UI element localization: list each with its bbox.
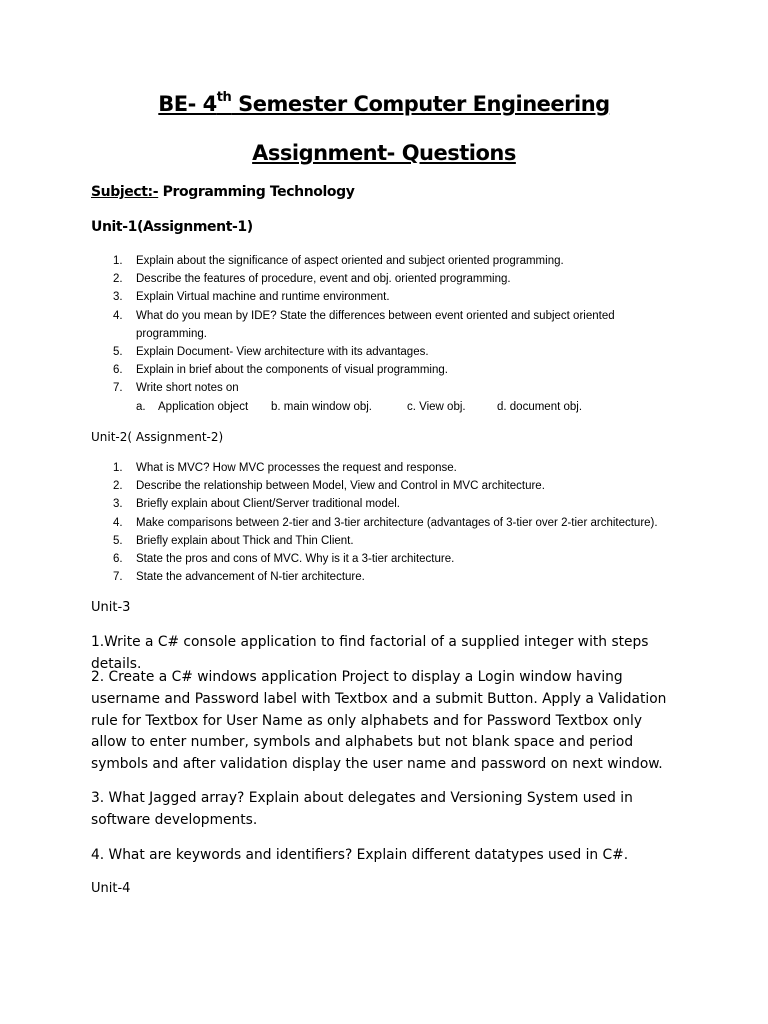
list-item: 1. What is MVC? How MVC processes the request and response. xyxy=(113,462,457,474)
subitem-b: b. main window obj. xyxy=(271,400,372,413)
unit2-question-list xyxy=(91,459,691,586)
subitem-d: d. document obj. xyxy=(497,400,583,413)
unit4-heading: Unit-4 xyxy=(91,881,131,896)
list-item: 4. Make comparisons between 2-tier and 3-tier architecture (advantages of 3-tier over 2-tier architecture). xyxy=(113,516,658,529)
page-subtitle: Assignment- Questions xyxy=(252,141,516,165)
unit1-question-list xyxy=(91,252,671,416)
list-item: 6. State the pros and cons of MVC. Why is it a 3-tier architecture. xyxy=(113,553,455,566)
subject-label: Subject:- xyxy=(91,184,159,200)
unit2-heading: Unit-2( Assignment-2) xyxy=(91,430,224,444)
list-item: 5. Explain Document- View architecture with its advantages. xyxy=(113,346,429,359)
list-item: 4. What do you mean by IDE? State the differences between event oriented and subject oriented programming. xyxy=(113,309,615,340)
list-item: 3. Briefly explain about Client/Server traditional model. xyxy=(113,498,400,511)
list-item: 2. Describe the features of procedure, event and obj. oriented programming. xyxy=(113,273,511,286)
short-notes-subitems xyxy=(91,398,671,416)
title-superscript: th xyxy=(216,90,232,105)
subject-line xyxy=(91,184,354,200)
unit3-question-4: 4. What are keywords and identifiers? Explain different datatypes used in C#. xyxy=(91,847,629,863)
list-item: 5. Briefly explain about Thick and Thin Client. xyxy=(113,534,354,547)
list-item: 6. Explain in brief about the components of visual programming. xyxy=(113,364,448,377)
unit3-heading: Unit-3 xyxy=(91,600,131,615)
subitem-a-label: a. xyxy=(136,400,146,413)
list-item: 7. Write short notes on xyxy=(113,382,239,395)
subject-value: Programming Technology xyxy=(158,184,355,200)
unit3-question-3: 3. What Jagged array? Explain about delegates and Versioning System used in software developments. xyxy=(91,790,633,828)
unit1-heading: Unit-1(Assignment-1) xyxy=(91,219,253,235)
subitem-a: Application object xyxy=(158,400,249,413)
list-item: 3. Explain Virtual machine and runtime environment. xyxy=(113,291,390,304)
list-item: 2. Describe the relationship between Model, View and Control in MVC architecture. xyxy=(113,480,545,493)
page-title: BE- 4th Semester Computer Engineering xyxy=(158,90,610,116)
unit3-question-2: 2. Create a C# windows application Project to display a Login window having username and Password label with Textbox and a submit Button. Apply a Validation rule for Textbox for User Name as only alphabets and for Password Textbox only allow to enter number, symbols and alphabets but not blank space and period symbols and after validation display the user name and password on next window. xyxy=(91,669,667,773)
list-item: 7. State the advancement of N-tier architecture. xyxy=(113,571,365,584)
unit3-question-1: 1.Write a C# console application to find factorial of a supplied integer with steps details. xyxy=(91,634,649,672)
subitem-c: c. View obj. xyxy=(407,400,466,413)
list-item: 1. Explain about the significance of aspect oriented and subject oriented programming. xyxy=(113,255,564,267)
